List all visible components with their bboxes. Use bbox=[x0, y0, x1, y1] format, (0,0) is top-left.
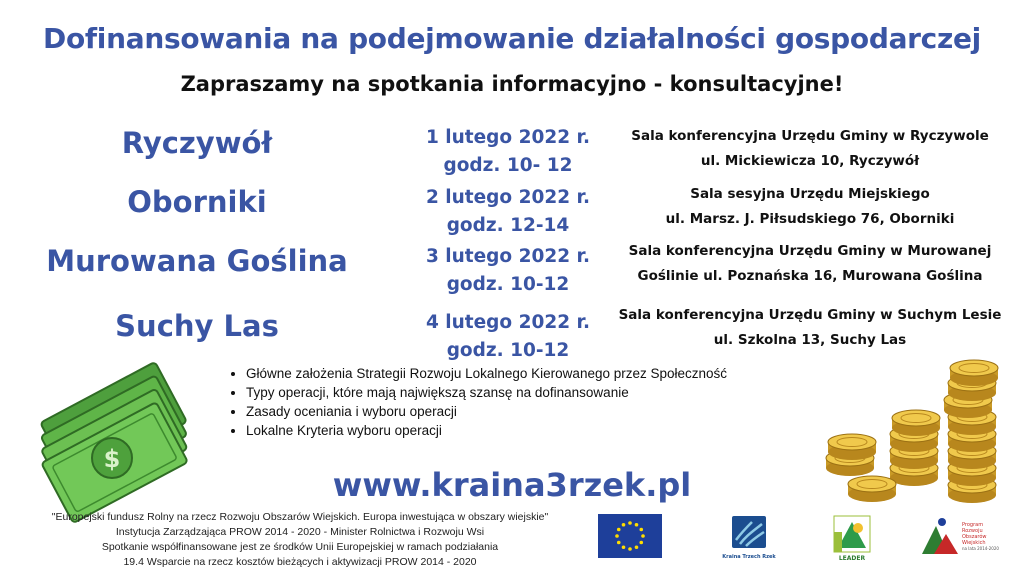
meeting-date-block bbox=[388, 309, 628, 365]
eu-star-icon bbox=[641, 534, 645, 538]
meeting-venue bbox=[610, 182, 1010, 232]
eu-star-icon bbox=[635, 545, 639, 549]
eu-star-icon bbox=[639, 541, 643, 545]
page-title: Dofinansowania na podejmowanie działalności gospodarczej bbox=[43, 22, 981, 55]
lgd-logo-icon bbox=[722, 514, 776, 562]
eu-flag-icon bbox=[598, 514, 662, 558]
eu-star-icon bbox=[622, 523, 626, 527]
topic-item: • Typy operacji, które mają największą szansę na dofinansowanie bbox=[246, 383, 727, 402]
eu-star-icon bbox=[617, 528, 621, 532]
footer-line: "Europejski fundusz Rolny na rzecz Rozwoju Obszarów Wiejskich. Europa inwestująca w obszary wiejskie" bbox=[51, 511, 549, 523]
eu-star-icon bbox=[635, 523, 639, 527]
meeting-venue bbox=[610, 239, 1010, 289]
meeting-date: 2 lutego 2022 r. bbox=[425, 187, 591, 208]
meeting-time: godz. 10- 12 bbox=[443, 155, 573, 176]
venue-line: Sala konferencyjna Urzędu Gminy w Suchym Lesie bbox=[618, 307, 1002, 323]
eu-star-icon bbox=[628, 521, 632, 525]
meeting-time: godz. 12-14 bbox=[446, 215, 570, 236]
venue-line: Sala sesyjna Urzędu Miejskiego bbox=[690, 186, 930, 202]
topic-item: • Zasady oceniania i wyboru operacji bbox=[246, 402, 727, 421]
prow-logo-line: na lata 2014-2020 bbox=[962, 546, 999, 551]
venue-line: ul. Mickiewicza 10, Ryczywół bbox=[700, 153, 920, 169]
meeting-date: 1 lutego 2022 r. bbox=[425, 127, 591, 148]
eu-star-icon bbox=[622, 545, 626, 549]
svg-text:$: $ bbox=[103, 445, 121, 473]
meeting-city: Ryczywół bbox=[121, 126, 273, 160]
footer-line: Instytucja Zarządzająca PROW 2014 - 2020 - Minister Rolnictwa i Rozwoju Wsi bbox=[115, 526, 485, 538]
meeting-date-block bbox=[388, 184, 628, 240]
meeting-venue bbox=[610, 124, 1010, 174]
eu-star-icon bbox=[617, 541, 621, 545]
prow-logo-line: Program bbox=[962, 522, 984, 528]
prow-logo-line: Obszarów bbox=[962, 534, 987, 540]
meeting-city: Oborniki bbox=[127, 185, 267, 219]
page-subtitle: Zapraszamy na spotkania informacyjno - konsultacyjne! bbox=[180, 72, 844, 96]
meeting-time: godz. 10-12 bbox=[446, 274, 570, 295]
footer-line: 19.4 Wsparcie na rzecz kosztów bieżących i aktywizacji PROW 2014 - 2020 bbox=[123, 556, 477, 568]
meeting-venue bbox=[610, 303, 1010, 353]
meeting-date-block bbox=[388, 124, 628, 180]
meeting-date: 4 lutego 2022 r. bbox=[425, 312, 591, 333]
leader-logo-label: LEADER bbox=[838, 555, 866, 562]
footer-line: Spotkanie współfinansowane jest ze środków Unii Europejskiej w ramach podziałania bbox=[101, 541, 499, 553]
leader-logo-icon bbox=[832, 514, 872, 562]
prow-logo-line: Rozwoju bbox=[962, 528, 983, 534]
eu-star-icon bbox=[628, 547, 632, 551]
venue-line: Goślinie ul. Poznańska 16, Murowana Goślina bbox=[637, 268, 983, 284]
meeting-time: godz. 10-12 bbox=[446, 340, 570, 361]
venue-line: ul. Szkolna 13, Suchy Las bbox=[713, 332, 907, 348]
eu-star-icon bbox=[639, 528, 643, 532]
meeting-city: Murowana Goślina bbox=[46, 244, 348, 278]
topic-item: • Lokalne Kryteria wyboru operacji bbox=[246, 421, 727, 440]
prow-logo-line: Wiejskich bbox=[962, 540, 986, 546]
topics-list bbox=[228, 364, 727, 440]
prow-logo-icon bbox=[918, 512, 1014, 564]
venue-line: Sala konferencyjna Urzędu Gminy w Ryczywole bbox=[631, 128, 989, 144]
eu-star-icon bbox=[615, 534, 619, 538]
footer-text bbox=[40, 510, 560, 570]
meeting-date: 3 lutego 2022 r. bbox=[425, 246, 591, 267]
website-link[interactable]: www.kraina3rzek.pl bbox=[332, 466, 692, 504]
venue-line: ul. Marsz. J. Piłsudskiego 76, Oborniki bbox=[665, 211, 955, 227]
venue-line: Sala konferencyjna Urzędu Gminy w Murowanej bbox=[628, 243, 992, 259]
meeting-city: Suchy Las bbox=[115, 309, 279, 343]
meeting-date-block bbox=[388, 243, 628, 299]
lgd-logo-label: Kraina Trzech Rzek bbox=[722, 554, 776, 560]
topic-item: • Główne założenia Strategii Rozwoju Lokalnego Kierowanego przez Społeczność bbox=[246, 364, 727, 383]
